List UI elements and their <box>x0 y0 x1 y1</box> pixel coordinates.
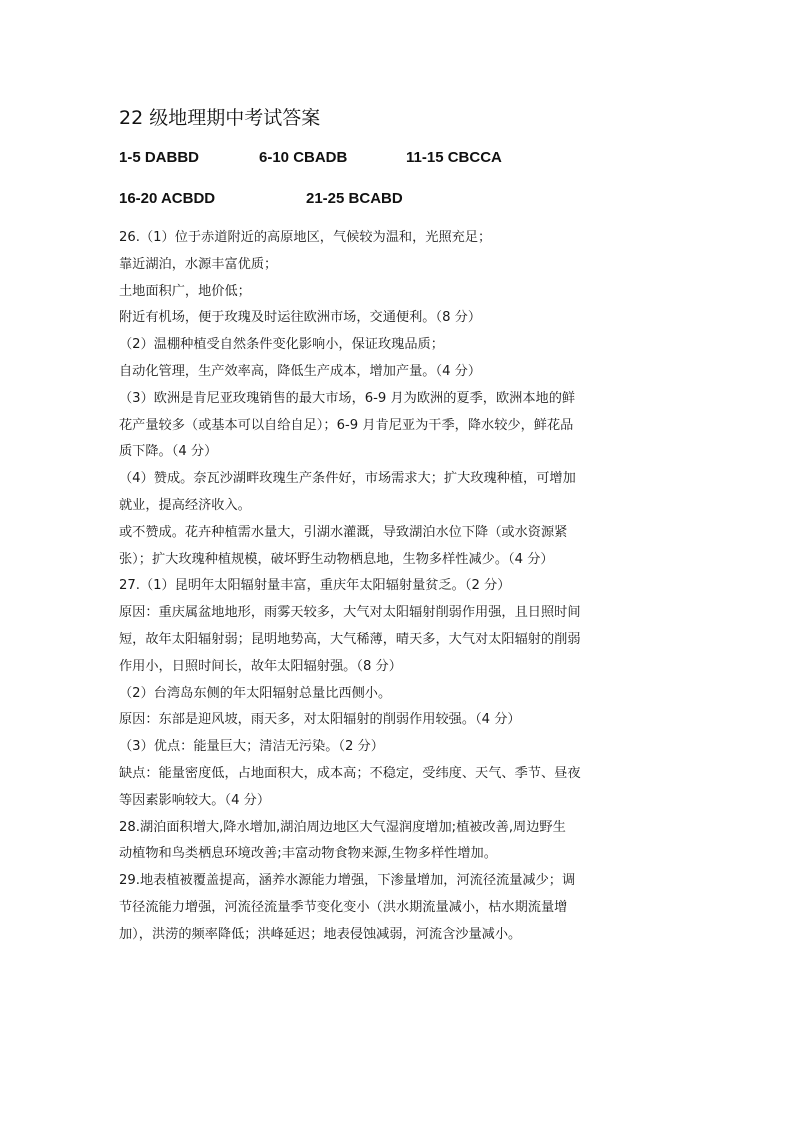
text-line: （2）台湾岛东侧的年太阳辐射总量比西侧小。 <box>119 685 392 701</box>
text-line: 动植物和鸟类栖息环境改善;丰富动物食物来源,生物多样性增加。 <box>119 846 497 862</box>
text-line: 短，故年太阳辐射弱；昆明地势高，大气稀薄，晴天多，大气对太阳辐射的削弱 <box>119 631 581 647</box>
answer-group-21-25: 21-25 BCABD <box>306 190 403 207</box>
text-line: 等因素影响较大。（4 分） <box>119 792 271 808</box>
answer-group-16-20: 16-20 ACBDD <box>119 190 216 207</box>
text-line: 或不赞成。花卉种植需水量大，引湖水灌溉，导致湖泊水位下降（或水资源紧 <box>119 524 568 540</box>
text-line: 29.地表植被覆盖提高，涵养水源能力增强，下渗量增加，河流径流量减少；调 <box>119 873 576 889</box>
text-line: 靠近湖泊，水源丰富优质； <box>119 256 278 272</box>
answer-group-6-10: 6-10 CBADB <box>259 149 348 166</box>
text-line: （2）温棚种植受自然条件变化影响小，保证玫瑰品质； <box>119 337 444 353</box>
text-line: 加），洪涝的频率降低；洪峰延迟；地表侵蚀减弱，河流含沙量减小。 <box>119 926 522 942</box>
text-line: 质下降。（4 分） <box>119 444 218 460</box>
text-line: 张）；扩大玫瑰种植规模，破坏野生动物栖息地，生物多样性减少。（4 分） <box>119 551 554 567</box>
answer-body <box>119 225 689 949</box>
text-line: 原因：重庆属盆地地形，雨雾天较多，大气对太阳辐射削弱作用强，且日照时间 <box>119 605 581 621</box>
answer-group-1-5: 1-5 DABBD <box>119 149 200 166</box>
text-line: 原因：东部是迎风坡，雨天多，对太阳辐射的削弱作用较强。（4 分） <box>119 712 521 728</box>
page-title: 22 级地理期中考试答案 <box>119 107 321 129</box>
text-line: 土地面积广，地价低； <box>119 283 251 299</box>
text-line: （4）赞成。奈瓦沙湖畔玫瑰生产条件好，市场需求大；扩大玫瑰种植，可增加 <box>119 471 576 487</box>
text-line: （3）欧洲是肯尼亚玫瑰销售的最大市场，6-9 月为欧洲的夏季，欧洲本地的鲜 <box>119 390 576 406</box>
text-line: 28.湖泊面积增大,降水增加,湖泊周边地区大气湿润度增加;植被改善,周边野生 <box>119 819 566 835</box>
text-line: 作用小，日照时间长，故年太阳辐射强。（8 分） <box>119 658 402 674</box>
text-line: 花产量较多（或基本可以自给自足）；6-9 月肯尼亚为干季，降水较少，鲜花品 <box>119 417 574 433</box>
text-line: 就业，提高经济收入。 <box>119 497 251 513</box>
text-line: （3）优点：能量巨大；清洁无污染。（2 分） <box>119 739 384 755</box>
text-line: 缺点：能量密度低，占地面积大，成本高；不稳定，受纬度、天气、季节、昼夜 <box>119 765 581 781</box>
text-line: 节径流能力增强，河流径流量季节变化变小（洪水期流量减小，枯水期流量增 <box>119 899 568 915</box>
text-line: 自动化管理，生产效率高，降低生产成本，增加产量。（4 分） <box>119 363 482 379</box>
text-line: 26.（1）位于赤道附近的高原地区，气候较为温和，光照充足； <box>119 230 492 245</box>
text-line: 附近有机场，便于玫瑰及时运往欧洲市场，交通便利。（8 分） <box>119 310 482 326</box>
answer-group-11-15: 11-15 CBCCA <box>406 149 502 166</box>
text-line: 27.（1）昆明年太阳辐射量丰富，重庆年太阳辐射量贫乏。（2 分） <box>119 578 511 594</box>
